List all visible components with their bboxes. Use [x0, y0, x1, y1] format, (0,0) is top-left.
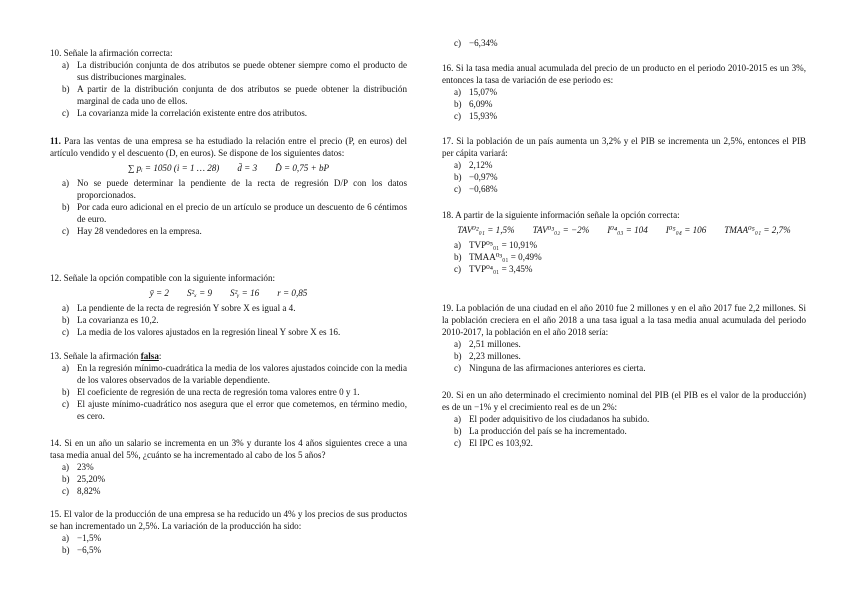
option-text: El coeficiente de regresión de una recta de regresión toma valores entre 0 y 1. [77, 387, 360, 397]
option-letter: b) [62, 202, 70, 212]
option-text: El IPC es 103,92. [469, 438, 533, 448]
question-text: Para las ventas de una empresa se ha estudiado la relación entre el precio (P, en euros) del artículo vendido y el descuento (D, en euros). Se dispone de los siguientes datos: [50, 136, 408, 158]
question-stem [50, 508, 407, 532]
option-letter: b) [454, 351, 462, 361]
option-text: La producción del país se ha incrementado. [469, 426, 627, 436]
question-stem [50, 437, 407, 461]
formula: TAV⁰²₀₁ = 1,5% [457, 225, 515, 235]
question-stem [442, 62, 806, 86]
answer-option [442, 37, 806, 49]
question-11 [50, 135, 407, 237]
answer-option [50, 544, 407, 556]
question-13 [50, 350, 407, 422]
question-12 [50, 272, 407, 338]
option-letter: c) [454, 363, 462, 373]
formula: d̄ = 3 [237, 163, 258, 173]
answer-option [442, 86, 806, 98]
question-text: Si en un año un salario se incrementa en un 3% y durante los 4 años siguientes crece a una tasa media anual del 5%, ¿cuánto se ha incrementado al cabo de los 5 años? [50, 438, 407, 460]
option-letter: b) [454, 426, 462, 436]
answer-option [50, 302, 407, 314]
question-number: 13. [50, 351, 62, 361]
option-text: 15,07% [469, 87, 498, 97]
answer-option [50, 83, 407, 107]
option-text: La covarianza es 10,2. [77, 315, 159, 325]
option-text: La pendiente de la recta de regresión Y sobre X es igual a 4. [77, 303, 296, 313]
option-text: 2,12% [469, 160, 493, 170]
option-text: 8,82% [77, 486, 101, 496]
option-letter: b) [62, 84, 70, 94]
question-stem [50, 135, 407, 159]
answer-option [50, 461, 407, 473]
option-letter: a) [62, 178, 70, 188]
question-text: Señale la afirmación correcta: [63, 48, 173, 58]
answer-option [442, 159, 806, 171]
question-16 [442, 62, 806, 122]
answer-option [50, 532, 407, 544]
option-text: 25,20% [77, 474, 106, 484]
option-text: El poder adquisitivo de los ciudadanos ha subido. [469, 414, 650, 424]
question-number: 20. [442, 390, 454, 400]
question-20 [442, 389, 806, 449]
option-text: −0,68% [469, 184, 498, 194]
question-stem [50, 272, 407, 284]
emphasis-word: falsa [140, 351, 159, 361]
option-letter: b) [62, 545, 70, 555]
option-text: −1,5% [77, 533, 102, 543]
question-stem [50, 47, 407, 59]
option-letter: a) [454, 240, 462, 250]
option-text: 2,23 millones. [469, 351, 521, 361]
option-text: TMAA⁰³₀₁ = 0,49% [469, 252, 542, 262]
option-text: La media de los valores ajustados en la regresión lineal Y sobre X es 16. [77, 327, 341, 337]
question-number: 12. [50, 273, 62, 283]
option-letter: b) [454, 172, 462, 182]
option-letter: c) [454, 38, 462, 48]
option-letter: a) [62, 303, 70, 313]
option-text: TVP⁰⁴₀₁ = 3,45% [469, 264, 533, 274]
answer-option [442, 338, 806, 350]
option-letter: a) [62, 363, 70, 373]
answer-option [50, 473, 407, 485]
question-10 [50, 47, 407, 119]
option-text: −6,34% [469, 38, 498, 48]
option-letter: a) [62, 533, 70, 543]
answer-option [442, 251, 806, 263]
question-text: Si en un año determinado el crecimiento nominal del PIB (el PIB es el valor de la producción) es de un −1% y el crecimiento real es de un 2%: [442, 390, 806, 412]
question-number: 14. [50, 438, 62, 448]
option-text: 2,51 millones. [469, 339, 521, 349]
question-19 [442, 302, 806, 374]
answer-option [50, 326, 407, 338]
option-letter: c) [62, 327, 70, 337]
option-text: TVP⁰⁵₀₁ = 10,91% [469, 240, 538, 250]
question-text: La población de una ciudad en el año 2010 fue 2 millones y en el año 2017 fue 2,2 millones. Si la población creciera en el año 2018 a una tasa igual a la tasa media anual acumulada del periodo 2010-2017, la población en el año 2018 sería: [442, 303, 806, 337]
formula: TAV⁰³₀₂ = −2% [532, 225, 590, 235]
question-text: Si la población de un país aumenta un 3,2% y el PIB se incrementa un 2,5%, entonces el PIB per cápita variará: [442, 136, 806, 158]
formula: D̂ = 0,75 + bP [275, 163, 330, 173]
question-text-end: : [158, 351, 162, 361]
option-text: La distribución conjunta de dos atributos se puede obtener siempre como el producto de sus distribuciones marginales. [77, 60, 407, 82]
answer-option [50, 314, 407, 326]
option-text: 6,09% [469, 99, 493, 109]
question-number: 17. [442, 136, 454, 146]
answer-option [50, 201, 407, 225]
option-text: A partir de la distribución conjunta de dos atributos se puede obtener la distribución marginal de cada uno de ellos. [77, 84, 407, 106]
option-letter: b) [62, 387, 70, 397]
question-15 [50, 508, 407, 556]
option-text: Hay 28 vendedores en la empresa. [77, 226, 202, 236]
answer-option [442, 171, 806, 183]
answer-option [50, 398, 407, 422]
option-letter: a) [454, 339, 462, 349]
question-stem [442, 389, 806, 413]
question-text: Si la tasa media anual acumulada del precio de un producto en el periodo 2010-2015 es un 3%, entonces la tasa de variación de ese periodo es: [442, 63, 806, 85]
formula: S²ᵧ = 16 [230, 288, 260, 298]
option-letter: a) [62, 60, 70, 70]
question-stem [50, 350, 407, 362]
question-text: Señale la opción compatible con la siguiente información: [63, 273, 276, 283]
formula: r = 0,85 [277, 288, 308, 298]
option-letter: a) [454, 87, 462, 97]
option-text: No se puede determinar la pendiente de la recta de regresión D/P con los datos proporcionados. [77, 178, 407, 200]
option-text: El ajuste mínimo-cuadrático nos asegura que el error que cometemos, en término medio, es cero. [77, 399, 407, 421]
option-letter: c) [62, 399, 70, 409]
answer-option [50, 386, 407, 398]
option-letter: b) [62, 315, 70, 325]
formula: S²ₓ = 9 [186, 288, 213, 298]
answer-option [442, 362, 806, 374]
option-text: 23% [77, 462, 94, 472]
formula: I⁰⁵₀₄ = 106 [665, 225, 707, 235]
answer-option [442, 110, 806, 122]
answer-option [442, 239, 806, 251]
answer-option [442, 183, 806, 195]
option-letter: a) [454, 160, 462, 170]
option-letter: c) [454, 111, 462, 121]
answer-option [442, 437, 806, 449]
formula: TMAA⁰⁵₀₁ = 2,7% [724, 225, 791, 235]
formula-line [50, 287, 407, 299]
formula: I⁰⁴₀₃ = 104 [607, 225, 648, 235]
option-letter: c) [454, 264, 462, 274]
answer-option [50, 177, 407, 201]
option-letter: a) [454, 414, 462, 424]
option-text: La covarianza mide la correlación existente entre dos atributos. [77, 108, 308, 118]
option-letter: b) [454, 252, 462, 262]
question-text: A partir de la siguiente información señale la opción correcta: [455, 210, 680, 220]
answer-option [442, 98, 806, 110]
answer-option [442, 263, 806, 275]
answer-option [442, 350, 806, 362]
option-text: 15,93% [469, 111, 498, 121]
answer-option [50, 485, 407, 497]
answer-option [50, 107, 407, 119]
answer-option [50, 225, 407, 237]
option-letter: c) [62, 486, 70, 496]
question-number: 18. [442, 210, 454, 220]
formula-line [50, 162, 407, 174]
answer-option [50, 59, 407, 83]
question-text: El valor de la producción de una empresa se ha reducido un 4% y los precios de sus productos se han incrementado un 2,5%. La variación de la producción ha sido: [50, 509, 407, 531]
question-14 [50, 437, 407, 497]
question-continued [442, 37, 806, 49]
formula-line [442, 224, 806, 236]
answer-option [50, 362, 407, 386]
question-stem [442, 302, 806, 338]
question-17 [442, 135, 806, 195]
option-text: Ninguna de las afirmaciones anteriores es cierta. [469, 363, 646, 373]
question-number: 15. [50, 509, 62, 519]
option-letter: b) [62, 474, 70, 484]
option-letter: c) [62, 108, 70, 118]
question-number: 11. [50, 136, 61, 146]
question-stem [442, 135, 806, 159]
option-text: −0,97% [469, 172, 498, 182]
question-number: 19. [442, 303, 454, 313]
question-text: Señale la afirmación [63, 351, 139, 361]
question-number: 16. [442, 63, 454, 73]
answer-option [442, 425, 806, 437]
formula: ȳ = 2 [149, 288, 169, 298]
option-letter: a) [62, 462, 70, 472]
question-18 [442, 209, 806, 275]
formula: ∑ pᵢ = 1050 (i = 1 … 28) [127, 163, 220, 173]
option-text: −6,5% [77, 545, 102, 555]
option-text: En la regresión mínimo-cuadrática la media de los valores ajustados coincide con la media de los valores observados de la variable dependiente. [77, 363, 407, 385]
option-letter: b) [454, 99, 462, 109]
option-letter: c) [454, 184, 462, 194]
question-stem [442, 209, 806, 221]
option-text: Por cada euro adicional en el precio de un artículo se produce un descuento de 6 céntimos de euro. [77, 202, 407, 224]
question-number: 10. [50, 48, 62, 58]
answer-option [442, 413, 806, 425]
option-letter: c) [454, 438, 462, 448]
option-letter: c) [62, 226, 70, 236]
